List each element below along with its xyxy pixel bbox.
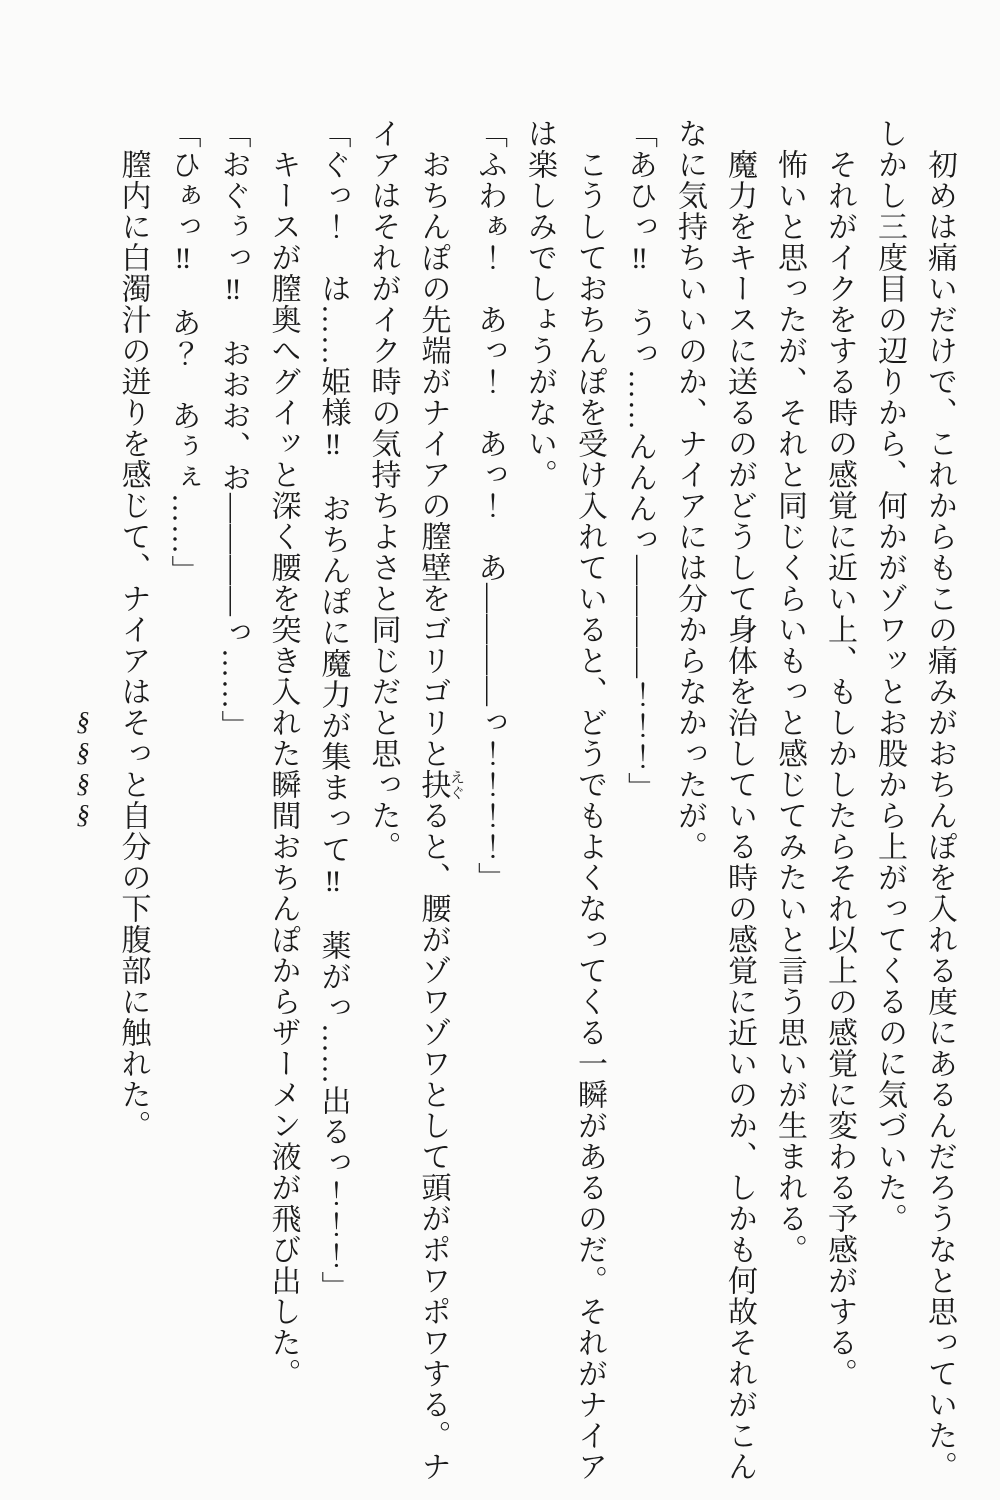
paragraph-6-with-ruby — [358, 118, 465, 1486]
ruby-base-char: 抉 — [416, 769, 450, 800]
paragraph-2: それがイクをする時の感覚に近い上、もしかしたらそれ以上の感覚に変わる予感がする。 — [823, 149, 856, 1389]
ruby-annotation — [416, 769, 464, 800]
dialogue-line-3: 「ぐっ！ は……姫様‼ おちんぽに魔力が集まって‼ 薬がっ……出るっ！！！」 — [316, 118, 350, 1302]
dialogue-line-4: 「おぐぅっ‼ おおお、お――――っ……」 — [216, 118, 250, 741]
dialogue-line-2: 「ふわぁ！ あっ！ あっ！ あ――――っ！！！！」 — [473, 118, 506, 893]
paragraph-8: 膣内に白濁汁の迸りを感じて、ナイアはそっと自分の下腹部に触れた。 — [116, 149, 150, 1141]
ruby-paragraph-after: ると、腰がゾワゾワとして頭がポワポワする。ナイアはそれがイク時の気持ちよさと同じだと思った。 — [366, 118, 450, 1482]
dialogue-line-5: 「ひぁっ‼ あ？ あぅぇ……」 — [166, 118, 200, 586]
dialogue-line-1: 「あひっ‼ うっ……んんんっ――――！！！」 — [623, 118, 656, 803]
vertical-text-block — [38, 118, 964, 1486]
furigana-text: えぐ — [448, 769, 464, 800]
paragraph-7: キースが膣奥へグイッと深く腰を突き入れた瞬間おちんぽからザーメン液が飛び出した。 — [266, 149, 300, 1389]
paragraph-3: 怖いと思ったが、それと同じくらいもっと感じてみたいと言う思いが生まれる。 — [773, 149, 806, 1265]
paragraph-5: こうしておちんぽを受け入れていると、どうでもよくなってくる一瞬があるのだ。それがナイアは楽しみでしょうがない。 — [523, 118, 606, 1482]
paragraph-4: 魔力をキースに送るのがどうして身体を治している時の感覚に近いのか、しかも何故それがこんなに気持ちいいのか、ナイアには分からなかったが。 — [673, 118, 756, 1482]
scene-break-marker: §§§§ — [68, 707, 98, 831]
ruby-paragraph-before: おちんぽの先端がナイアの膣壁をゴリゴリと — [416, 149, 450, 769]
paragraph-1: 初めは痛いだけで、これからもこの痛みがおちんぽを入れる度にあるんだろうなと思っていた。しかし三度目の辺りから、何かがゾワッとお股から上がってくるのに気づいた。 — [873, 118, 956, 1482]
